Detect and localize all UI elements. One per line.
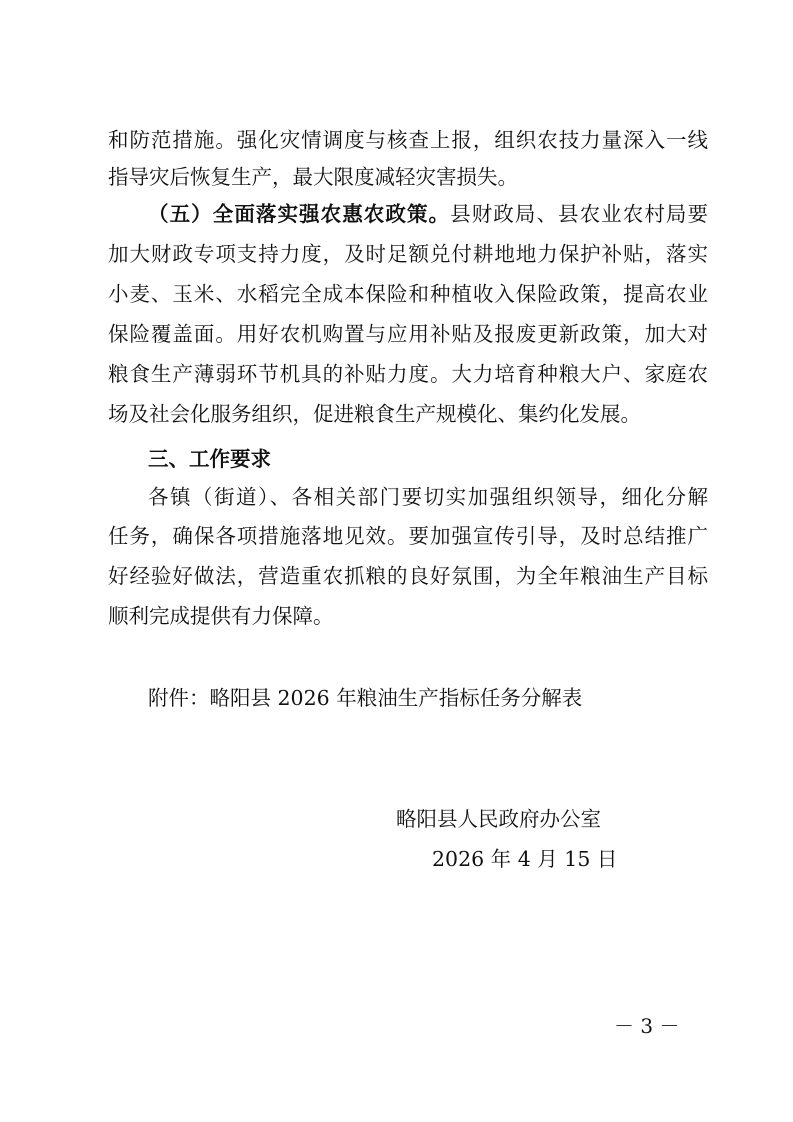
paragraph-line: 和防范措施。强化灾情调度与核查上报，组织农技力量深入一线 bbox=[108, 128, 708, 152]
paragraph-line: 顺利完成提供有力保障。 bbox=[108, 604, 334, 628]
attachment-note: 附件：略阳县 2026 年粮油生产指标任务分解表 bbox=[148, 686, 583, 710]
policy-heading: （五）全面落实强农惠农政策。 bbox=[148, 202, 451, 226]
paragraph-line bbox=[148, 200, 708, 228]
signature-date: 2026 年 4 月 15 日 bbox=[432, 847, 618, 871]
page-number: － 3 － bbox=[614, 1014, 680, 1038]
paragraph-line: 好经验好做法，营造重农抓粮的良好氛围，为全年粮油生产目标 bbox=[108, 564, 708, 588]
signature-organization: 略阳县人民政府办公室 bbox=[396, 807, 601, 831]
paragraph-line: 粮食生产薄弱环节机具的补贴力度。大力培育种粮大户、家庭农 bbox=[108, 362, 708, 386]
paragraph-text: 县财政局、县农业农村局要 bbox=[450, 202, 709, 226]
paragraph-line: 任务，确保各项措施落地见效。要加强宣传引导，及时总结推广 bbox=[108, 524, 708, 548]
paragraph-line: 各镇（街道）、各相关部门要切实加强组织领导，细化分解 bbox=[148, 485, 708, 509]
paragraph-line: 加大财政专项支持力度，及时足额兑付耕地地力保护补贴，落实 bbox=[108, 242, 708, 266]
paragraph-line: 场及社会化服务组织，促进粮食生产规模化、集约化发展。 bbox=[108, 402, 641, 426]
paragraph-line: 保险覆盖面。用好农机购置与应用补贴及报废更新政策，加大对 bbox=[108, 322, 708, 346]
paragraph-line: 小麦、玉米、水稻完全成本保险和种植收入保险政策，提高农业 bbox=[108, 282, 708, 306]
section-heading: 三、工作要求 bbox=[148, 447, 271, 471]
paragraph-line: 指导灾后恢复生产，最大限度减轻灾害损失。 bbox=[108, 165, 518, 189]
